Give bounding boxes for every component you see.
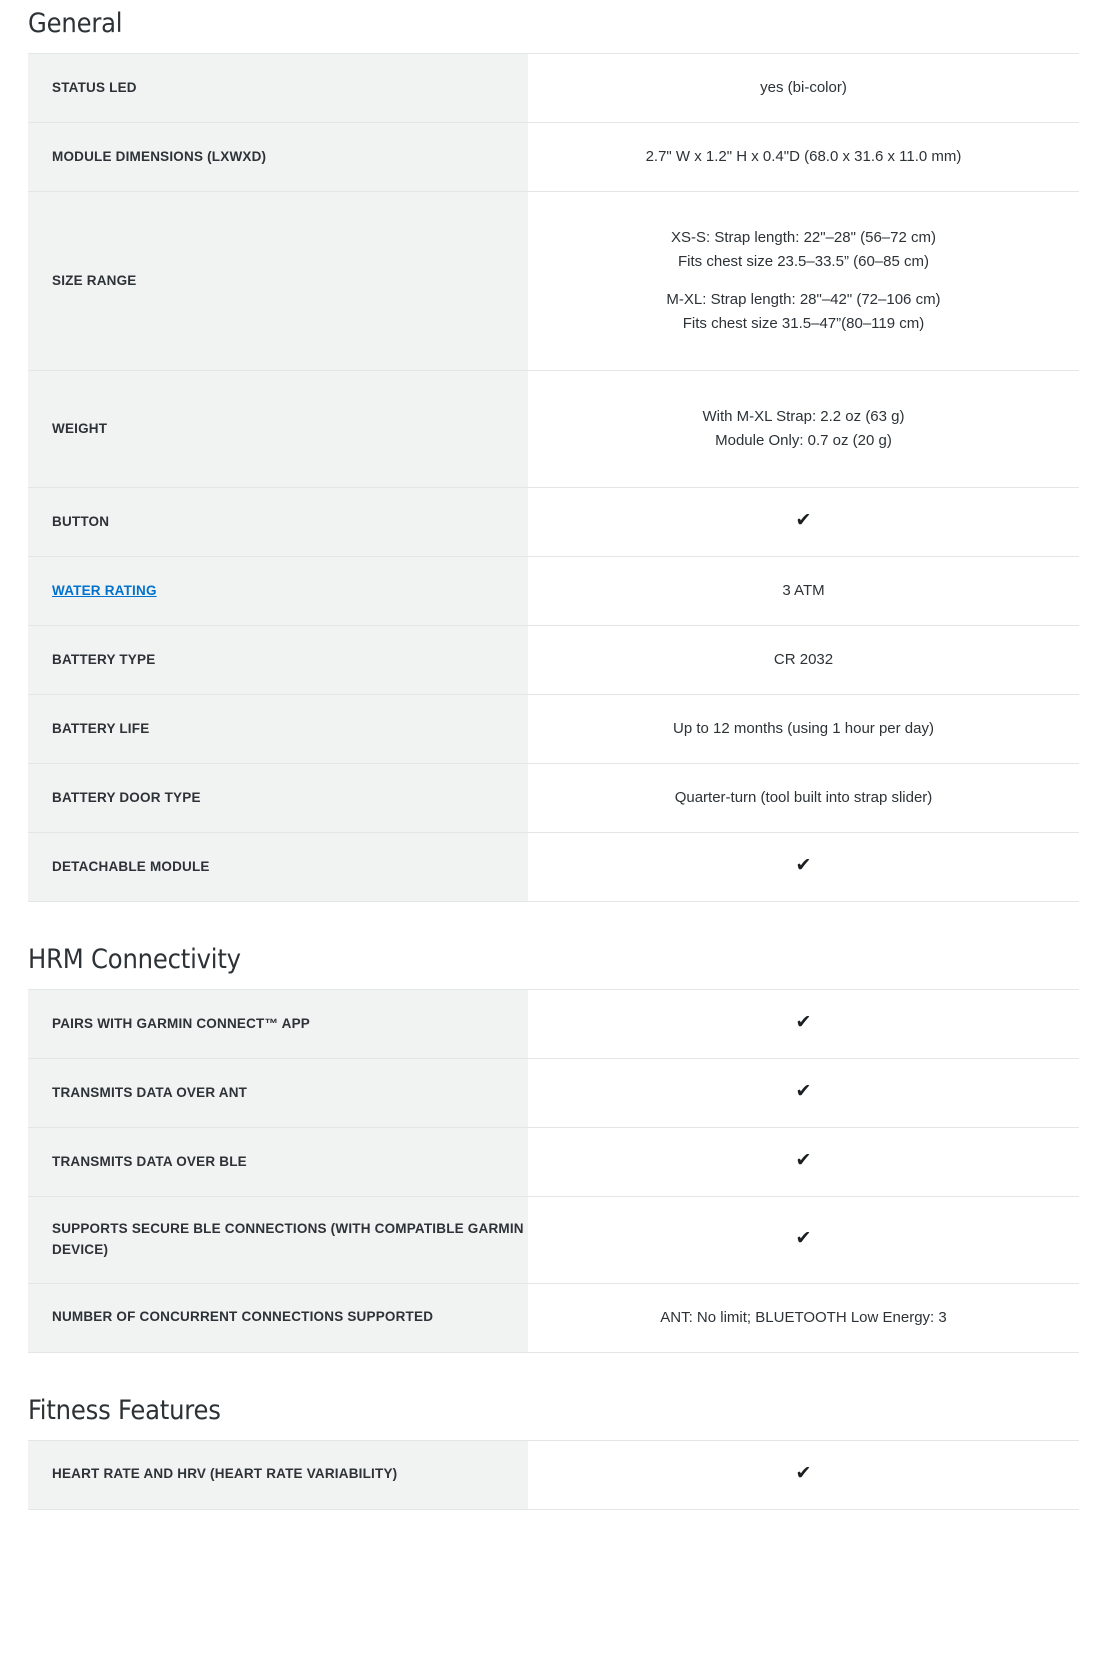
table-row xyxy=(28,626,1079,695)
spec-label-cell xyxy=(28,557,528,626)
spec-label-text: DETACHABLE MODULE xyxy=(52,858,210,874)
spec-value-cell xyxy=(528,54,1079,123)
table-row xyxy=(28,557,1079,626)
checkmark-icon: ✔ xyxy=(795,1227,812,1249)
spec-label-cell xyxy=(28,833,528,902)
spec-label-text: NUMBER OF CONCURRENT CONNECTIONS SUPPORTED xyxy=(52,1309,434,1325)
spec-sections xyxy=(28,0,1079,1510)
spec-value-cell xyxy=(528,192,1079,371)
checkmark-icon: ✔ xyxy=(795,855,812,876)
spec-value-text: CR 2032 xyxy=(773,651,834,668)
spec-label-text: PAIRS WITH GARMIN CONNECT™ APP xyxy=(52,1015,310,1031)
spec-label-text: WEIGHT xyxy=(52,420,108,436)
spec-value-line: M-XL: Strap length: 28"–42" (72–106 cm) xyxy=(666,291,941,308)
spec-value-text: ANT: No limit; BLUETOOTH Low Energy: 3 xyxy=(660,1308,947,1326)
section-title: HRM Connectivity xyxy=(28,944,241,975)
spec-table xyxy=(28,989,1079,1353)
table-row xyxy=(28,192,1079,371)
checkmark-icon: ✔ xyxy=(795,1081,812,1102)
spec-label-text: BATTERY DOOR TYPE xyxy=(52,789,201,805)
spec-value-line: Fits chest size 23.5–33.5” (60–85 cm) xyxy=(678,253,929,270)
spec-label-text: TRANSMITS DATA OVER ANT xyxy=(52,1084,248,1100)
section-title: General xyxy=(28,8,123,39)
spec-value-cell xyxy=(528,1128,1079,1197)
spec-value-line: XS-S: Strap length: 22"–28" (56–72 cm) xyxy=(671,229,936,246)
spec-value-cell xyxy=(528,371,1079,488)
spec-label-cell xyxy=(28,1197,528,1284)
spec-value-cell xyxy=(528,626,1079,695)
spec-value-text: yes (bi-color) xyxy=(760,79,847,96)
checkmark-icon: ✔ xyxy=(795,510,812,531)
spec-label-cell xyxy=(28,1128,528,1197)
water-rating-link[interactable]: WATER RATING xyxy=(52,582,157,598)
spec-section xyxy=(28,0,1079,902)
spec-label-text: TRANSMITS DATA OVER BLE xyxy=(52,1153,247,1169)
table-row xyxy=(28,1440,1079,1509)
table-row xyxy=(28,54,1079,123)
checkmark-icon: ✔ xyxy=(795,1150,812,1171)
spec-label-text: BATTERY LIFE xyxy=(52,720,150,736)
spec-label-text: BATTERY TYPE xyxy=(52,651,156,667)
spec-value-line: Module Only: 0.7 oz (20 g) xyxy=(715,432,892,449)
table-row xyxy=(28,764,1079,833)
spec-value-text: 2.7" W x 1.2" H x 0.4"D (68.0 x 31.6 x 11.0 mm) xyxy=(645,148,962,165)
spacer xyxy=(552,274,1055,288)
spec-label-cell xyxy=(28,123,528,192)
spec-value-cell xyxy=(528,557,1079,626)
table-row xyxy=(28,123,1079,192)
spec-label-cell xyxy=(28,488,528,557)
table-row xyxy=(28,833,1079,902)
spec-label-text: MODULE DIMENSIONS (LXWXD) xyxy=(52,148,267,164)
spec-table xyxy=(28,1440,1079,1510)
spec-label-cell xyxy=(28,695,528,764)
spec-value-cell xyxy=(528,833,1079,902)
spec-label-text: SUPPORTS SECURE BLE CONNECTIONS (WITH COMPATIBLE GARMIN DEVICE) xyxy=(52,1221,524,1257)
table-row xyxy=(28,1128,1079,1197)
spec-value-text: 3 ATM xyxy=(782,582,825,599)
spec-value-cell xyxy=(528,1283,1079,1352)
table-row xyxy=(28,488,1079,557)
spec-value-cell xyxy=(528,1197,1079,1284)
spec-label-text: HEART RATE AND HRV (HEART RATE VARIABILITY) xyxy=(52,1466,398,1482)
spec-table xyxy=(28,53,1079,902)
spec-label-text: BUTTON xyxy=(52,513,110,529)
spec-value-cell xyxy=(528,990,1079,1059)
spec-value-line: With M-XL Strap: 2.2 oz (63 g) xyxy=(702,408,905,425)
spec-section xyxy=(28,1387,1079,1510)
spec-value-cell xyxy=(528,123,1079,192)
spec-value-text: Quarter-turn (tool built into strap slider) xyxy=(674,789,933,806)
spec-value-cell xyxy=(528,695,1079,764)
spec-label-cell xyxy=(28,1283,528,1352)
spec-value-cell xyxy=(528,1059,1079,1128)
table-row xyxy=(28,371,1079,488)
spec-label-cell xyxy=(28,626,528,695)
checkmark-icon: ✔ xyxy=(795,1012,812,1033)
section-title: Fitness Features xyxy=(28,1394,221,1426)
spec-label-cell xyxy=(28,54,528,123)
spec-value-line: Fits chest size 31.5–47”(80–119 cm) xyxy=(682,315,925,332)
spec-value-text: Up to 12 months (using 1 hour per day) xyxy=(673,720,934,737)
spec-value-cell xyxy=(528,1440,1079,1509)
spec-label-cell xyxy=(28,764,528,833)
spec-value-cell xyxy=(528,488,1079,557)
spec-label-cell xyxy=(28,192,528,371)
spec-label-text: SIZE RANGE xyxy=(52,272,137,288)
table-row xyxy=(28,1059,1079,1128)
spec-section xyxy=(28,936,1079,1353)
spec-label-cell xyxy=(28,990,528,1059)
spec-label-cell xyxy=(28,1440,528,1509)
spec-value-cell xyxy=(528,764,1079,833)
spec-label-cell xyxy=(28,1059,528,1128)
table-row xyxy=(28,1197,1079,1284)
checkmark-icon: ✔ xyxy=(795,1462,812,1484)
table-row xyxy=(28,1283,1079,1352)
table-row xyxy=(28,990,1079,1059)
spec-label-text: STATUS LED xyxy=(52,79,137,95)
table-row xyxy=(28,695,1079,764)
spec-label-cell xyxy=(28,371,528,488)
